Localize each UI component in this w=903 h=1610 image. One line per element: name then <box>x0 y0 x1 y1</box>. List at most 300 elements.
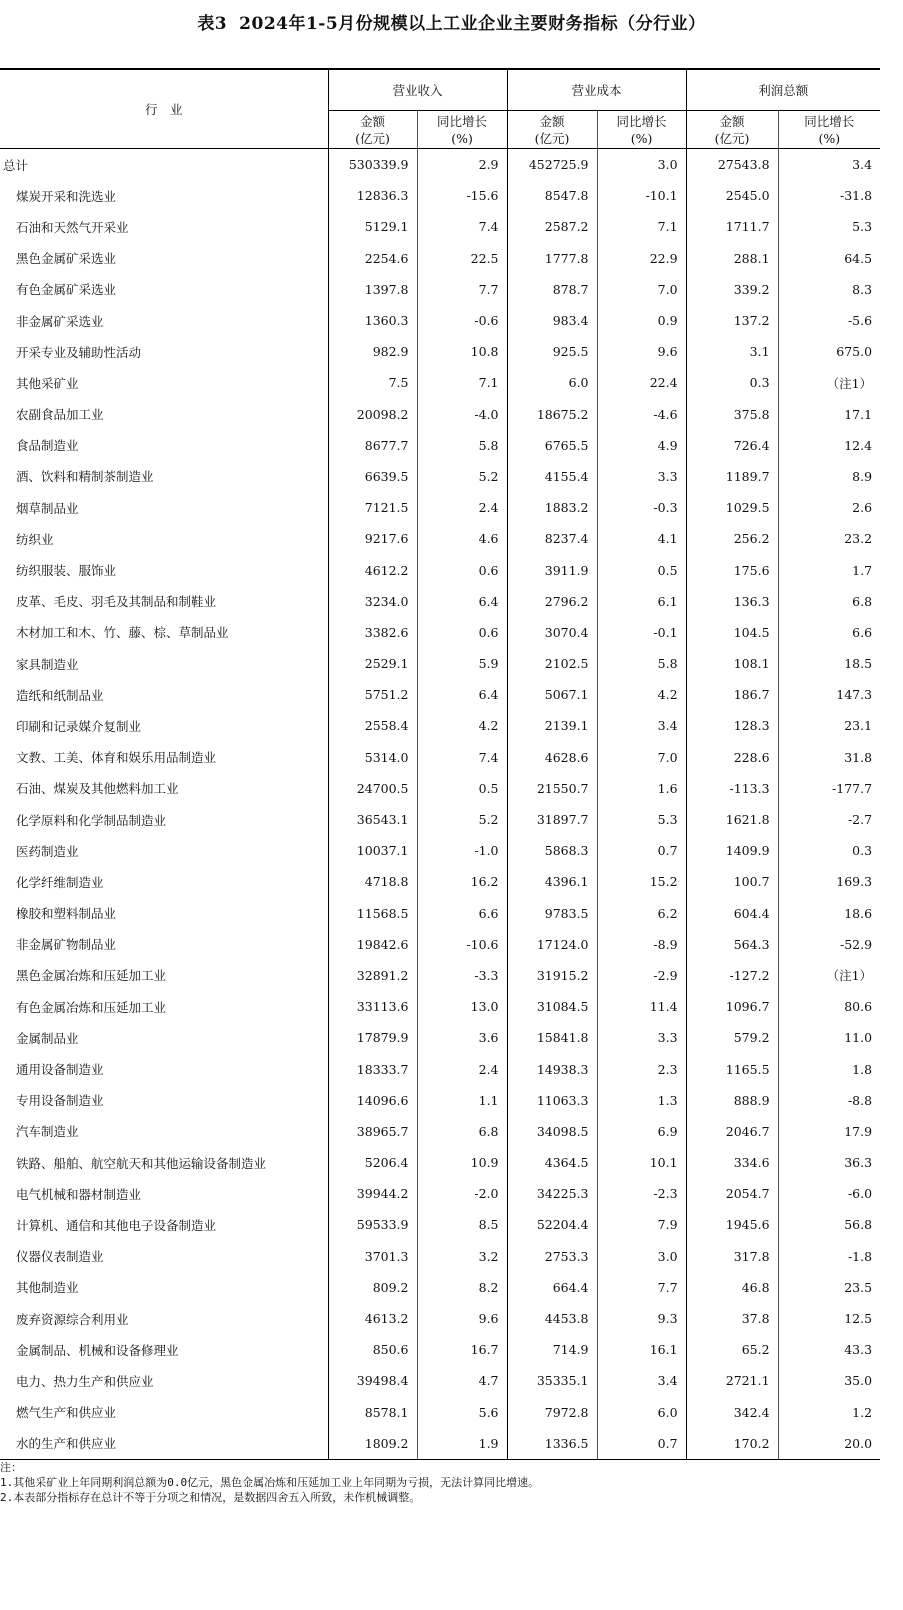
table-cell: 1189.7 <box>686 461 778 492</box>
table-cell: 0.7 <box>597 1428 686 1460</box>
table-cell: （注1） <box>778 367 880 398</box>
industry-name: 废弃资源综合利用业 <box>0 1303 328 1334</box>
table-cell: 6.4 <box>417 586 507 617</box>
table-cell: 27543.8 <box>686 149 778 181</box>
table-cell: 0.6 <box>417 554 507 585</box>
table-row <box>0 866 880 897</box>
table-cell: 15.2 <box>597 866 686 897</box>
table-cell: 3.3 <box>597 1022 686 1053</box>
footnotes <box>0 1460 539 1505</box>
table-cell: 9217.6 <box>364 531 409 547</box>
table-cell: 186.7 <box>686 679 778 710</box>
table-title <box>0 9 903 34</box>
industry-name: 非金属矿物制品业 <box>0 929 328 960</box>
table-cell: -4.6 <box>597 399 686 430</box>
table-cell: -0.1 <box>597 617 686 648</box>
table-cell: 18333.7 <box>356 1061 409 1077</box>
table-cell: 1809.2 <box>328 1428 417 1460</box>
table-row <box>0 1334 880 1365</box>
industry-name: 烟草制品业 <box>0 492 328 523</box>
table-cell: 18675.2 <box>507 399 597 430</box>
industry-name: 总计 <box>0 149 328 181</box>
sub-header-revenue-growth <box>417 111 507 149</box>
table-cell: -52.9 <box>778 929 880 960</box>
table-cell: 9.6 <box>597 336 686 367</box>
table-row <box>0 1428 880 1460</box>
table-cell: -8.9 <box>597 929 686 960</box>
table-row <box>0 1022 880 1053</box>
table-cell: 714.9 <box>507 1334 597 1365</box>
table-cell: 3911.9 <box>507 554 597 585</box>
table-title-text: 2024年1-5月份规模以上工业企业主要财务指标（分行业） <box>239 14 706 34</box>
industry-name: 农副食品加工业 <box>0 399 328 430</box>
table-cell: 3.0 <box>597 149 686 181</box>
table-row <box>0 1085 880 1116</box>
table-cell: -0.3 <box>597 492 686 523</box>
sub-header-text: 金额 (亿元) <box>534 113 570 146</box>
table-cell: 37.8 <box>686 1303 778 1334</box>
table-cell: 0.5 <box>597 554 686 585</box>
table-cell: 664.4 <box>507 1272 597 1303</box>
table-cell: 850.6 <box>372 1342 409 1358</box>
industry-name: 通用设备制造业 <box>0 1053 328 1084</box>
table-row <box>0 336 880 367</box>
table-cell: -2.0 <box>417 1178 507 1209</box>
table-row <box>0 742 880 773</box>
table-number: 表3 <box>197 14 228 34</box>
sub-header-text: 同比增长 (%) <box>616 113 667 146</box>
table-cell: 22.4 <box>597 367 686 398</box>
table-cell: 2054.7 <box>686 1178 778 1209</box>
industry-name: 纺织业 <box>0 523 328 554</box>
sub-header-text: 同比增长 (%) <box>437 113 488 146</box>
table-cell: 6.4 <box>417 679 507 710</box>
table-cell: 7.7 <box>597 1272 686 1303</box>
table-cell: -15.6 <box>417 180 507 211</box>
table-cell: 17879.9 <box>356 1030 409 1046</box>
table-cell: 6.1 <box>597 586 686 617</box>
table-cell: 3.1 <box>686 336 778 367</box>
table-cell: 11063.3 <box>507 1085 597 1116</box>
industry-name: 专用设备制造业 <box>0 1085 328 1116</box>
table-cell: 1.7 <box>778 554 880 585</box>
table-cell: 4.7 <box>417 1365 507 1396</box>
footnote-2: 2.本表部分指标存在总计不等于分项之和情况，是数据四舍五入所致，未作机械调整。 <box>0 1491 421 1504</box>
table-cell: 64.5 <box>778 243 880 274</box>
table-cell: 175.6 <box>686 554 778 585</box>
table-cell: 4.2 <box>417 710 507 741</box>
table-cell: -127.2 <box>686 960 778 991</box>
table-cell: 4.6 <box>417 523 507 554</box>
industry-name: 化学原料和化学制品制造业 <box>0 804 328 835</box>
table-cell: 59533.9 <box>356 1217 409 1233</box>
table-cell: 5067.1 <box>507 679 597 710</box>
table-cell: 3.4 <box>778 149 880 181</box>
industry-name: 有色金属冶炼和压延加工业 <box>0 991 328 1022</box>
industry-name: 化学纤维制造业 <box>0 866 328 897</box>
table-cell: 2753.3 <box>507 1241 597 1272</box>
table-cell: 6639.5 <box>364 468 409 484</box>
table-cell: 3070.4 <box>507 617 597 648</box>
industry-name: 其他制造业 <box>0 1272 328 1303</box>
table-cell: 18.6 <box>778 898 880 929</box>
table-cell: 8.3 <box>778 274 880 305</box>
footnote-1: 1.其他采矿业上年同期利润总额为0.0亿元，黑色金属冶炼和压延加工业上年同期为亏损，无法计算同比增速。 <box>0 1476 540 1489</box>
table-cell: 1397.8 <box>364 281 409 297</box>
table-cell: 4612.2 <box>364 562 409 578</box>
table-cell: 1.2 <box>778 1397 880 1428</box>
table-cell: 982.9 <box>372 344 409 360</box>
table-cell: 20.0 <box>778 1428 880 1460</box>
table-cell: -2.3 <box>597 1178 686 1209</box>
table-cell: 128.3 <box>686 710 778 741</box>
table-cell: 1883.2 <box>507 492 597 523</box>
table-cell: 925.5 <box>507 336 597 367</box>
industry-name: 金属制品业 <box>0 1022 328 1053</box>
table-row <box>0 305 880 336</box>
table-row <box>0 243 880 274</box>
table-cell: 1.3 <box>597 1085 686 1116</box>
industry-name: 铁路、船舶、航空航天和其他运输设备制造业 <box>0 1147 328 1178</box>
table-cell: 39944.2 <box>356 1186 409 1202</box>
table-cell: 11568.5 <box>356 905 409 921</box>
table-cell: 34225.3 <box>507 1178 597 1209</box>
table-cell: 9.3 <box>597 1303 686 1334</box>
industry-name: 金属制品、机械和设备修理业 <box>0 1334 328 1365</box>
industry-name: 计算机、通信和其他电子设备制造业 <box>0 1209 328 1240</box>
industry-name: 汽车制造业 <box>0 1116 328 1147</box>
table-cell: 8.5 <box>417 1209 507 1240</box>
table-cell: 0.3 <box>686 367 778 398</box>
table-cell: 10037.1 <box>356 843 409 859</box>
industry-name: 其他采矿业 <box>0 367 328 398</box>
table-cell: 7.5 <box>388 375 409 391</box>
table-cell: 3.6 <box>417 1022 507 1053</box>
table-row <box>0 1303 880 1334</box>
table-cell: 31915.2 <box>507 960 597 991</box>
table-cell: 2046.7 <box>686 1116 778 1147</box>
sub-header-text: 同比增长 (%) <box>804 113 855 146</box>
table-row <box>0 211 880 242</box>
table-cell: 2.4 <box>417 1053 507 1084</box>
table-cell: 4.9 <box>597 430 686 461</box>
industry-name: 黑色金属矿采选业 <box>0 243 328 274</box>
table-cell: 317.8 <box>686 1241 778 1272</box>
table-cell: 16.1 <box>597 1334 686 1365</box>
table-cell: 5314.0 <box>364 749 409 765</box>
table-row <box>0 1053 880 1084</box>
table-cell: 5.9 <box>417 648 507 679</box>
table-cell: -4.0 <box>417 399 507 430</box>
table-cell: 12.4 <box>778 430 880 461</box>
table-cell: 8578.1 <box>364 1404 409 1420</box>
table-cell: 2529.1 <box>364 656 409 672</box>
table-cell: 17124.0 <box>507 929 597 960</box>
table-cell: 31.8 <box>778 742 880 773</box>
table-cell: 7.9 <box>597 1209 686 1240</box>
table-row <box>0 898 880 929</box>
industry-name: 文教、工美、体育和娱乐用品制造业 <box>0 742 328 773</box>
table-cell: 35.0 <box>778 1365 880 1396</box>
table-cell: 31897.7 <box>507 804 597 835</box>
industry-name: 电气机械和器材制造业 <box>0 1178 328 1209</box>
table-cell: -6.0 <box>778 1178 880 1209</box>
table-cell: 5.8 <box>417 430 507 461</box>
table-cell: 4718.8 <box>364 874 409 890</box>
table-cell: 2102.5 <box>507 648 597 679</box>
table-cell: 726.4 <box>686 430 778 461</box>
table-cell: 52204.4 <box>507 1209 597 1240</box>
table-cell: 1.6 <box>597 773 686 804</box>
table-cell: 43.3 <box>778 1334 880 1365</box>
table-cell: 3.3 <box>597 461 686 492</box>
table-row <box>0 679 880 710</box>
table-cell: -113.3 <box>686 773 778 804</box>
table-cell: 17.1 <box>778 399 880 430</box>
table-cell: 9783.5 <box>507 898 597 929</box>
industry-name: 燃气生产和供应业 <box>0 1397 328 1428</box>
group-header-revenue: 营业收入 <box>328 69 507 111</box>
table-cell: 2545.0 <box>686 180 778 211</box>
table-cell: 147.3 <box>778 679 880 710</box>
industry-name: 煤炭开采和洗选业 <box>0 180 328 211</box>
industry-column-header: 行 业 <box>0 69 328 149</box>
industry-name: 仪器仪表制造业 <box>0 1241 328 1272</box>
table-cell: 0.5 <box>417 773 507 804</box>
table-cell: 8547.8 <box>507 180 597 211</box>
table-row <box>0 430 880 461</box>
table-body <box>0 149 880 1460</box>
table-cell: 170.2 <box>686 1428 778 1460</box>
sub-header-profit-growth <box>778 111 880 149</box>
table-cell: 2254.6 <box>364 250 409 266</box>
table-cell: 21550.7 <box>507 773 597 804</box>
table-cell: 1165.5 <box>686 1053 778 1084</box>
table-cell: 2.4 <box>417 492 507 523</box>
table-cell: 1.1 <box>417 1085 507 1116</box>
table-cell: 7.1 <box>417 367 507 398</box>
table-cell: 65.2 <box>686 1334 778 1365</box>
industry-name: 电力、热力生产和供应业 <box>0 1365 328 1396</box>
table-cell: 4364.5 <box>507 1147 597 1178</box>
table-cell: 7.1 <box>597 211 686 242</box>
table-cell: 2.9 <box>417 149 507 181</box>
table-cell: 809.2 <box>372 1279 409 1295</box>
table-row <box>0 180 880 211</box>
industry-name: 纺织服装、服饰业 <box>0 554 328 585</box>
table-cell: 3.4 <box>597 710 686 741</box>
table-cell: -2.7 <box>778 804 880 835</box>
table-row <box>0 1147 880 1178</box>
table-cell: 6.6 <box>778 617 880 648</box>
table-cell: 14096.6 <box>356 1092 409 1108</box>
industry-name: 造纸和纸制品业 <box>0 679 328 710</box>
table-cell: 23.2 <box>778 523 880 554</box>
table-cell: 13.0 <box>417 991 507 1022</box>
table-row <box>0 617 880 648</box>
table-cell: 7.0 <box>597 274 686 305</box>
table-row <box>0 1272 880 1303</box>
table-cell: -1.0 <box>417 835 507 866</box>
table-cell: 0.6 <box>417 617 507 648</box>
table-cell: 2587.2 <box>507 211 597 242</box>
table-cell: 604.4 <box>686 898 778 929</box>
table-row <box>0 835 880 866</box>
table-cell: -177.7 <box>778 773 880 804</box>
table-cell: 10.1 <box>597 1147 686 1178</box>
table-cell: -31.8 <box>778 180 880 211</box>
table-cell: 46.8 <box>686 1272 778 1303</box>
table-cell: 7121.5 <box>364 500 409 516</box>
industry-name: 橡胶和塑料制品业 <box>0 898 328 929</box>
table-row <box>0 1209 880 1240</box>
table-cell: 2.6 <box>778 492 880 523</box>
table-cell: 137.2 <box>686 305 778 336</box>
industry-name: 家具制造业 <box>0 648 328 679</box>
table-cell: 11.0 <box>778 1022 880 1053</box>
group-header-profit: 利润总额 <box>686 69 880 111</box>
table-cell: 22.9 <box>597 243 686 274</box>
table-cell: 4155.4 <box>507 461 597 492</box>
table-row <box>0 523 880 554</box>
table-cell: （注1） <box>778 960 880 991</box>
table-row <box>0 492 880 523</box>
table-cell: -3.3 <box>417 960 507 991</box>
industry-name: 酒、饮料和精制茶制造业 <box>0 461 328 492</box>
table-cell: 2558.4 <box>364 718 409 734</box>
table-cell: 5.8 <box>597 648 686 679</box>
table-cell: 6.8 <box>417 1116 507 1147</box>
table-cell: 375.8 <box>686 399 778 430</box>
table-row <box>0 1365 880 1396</box>
table-cell: 1096.7 <box>686 991 778 1022</box>
table-cell: 136.3 <box>686 586 778 617</box>
sub-header-text: 金额 (亿元) <box>355 113 390 146</box>
table-cell: 1.9 <box>417 1428 507 1460</box>
table-cell: 18.5 <box>778 648 880 679</box>
table-row <box>0 1241 880 1272</box>
table-cell: 579.2 <box>686 1022 778 1053</box>
table-cell: 5868.3 <box>507 835 597 866</box>
sub-header-profit-amount <box>686 111 778 149</box>
table-cell: 530339.9 <box>348 157 409 173</box>
table-cell: 104.5 <box>686 617 778 648</box>
table-cell: 14938.3 <box>507 1053 597 1084</box>
table-cell: 983.4 <box>507 305 597 336</box>
table-cell: -2.9 <box>597 960 686 991</box>
sub-header-text: 金额 (亿元) <box>714 113 750 146</box>
table-cell: 256.2 <box>686 523 778 554</box>
table-cell: 15841.8 <box>507 1022 597 1053</box>
table-cell: 2796.2 <box>507 586 597 617</box>
table-cell: 5129.1 <box>364 219 409 235</box>
table-row <box>0 274 880 305</box>
table-row <box>0 367 880 398</box>
table-cell: 288.1 <box>686 243 778 274</box>
table-cell: 169.3 <box>778 866 880 897</box>
table-cell: 7972.8 <box>507 1397 597 1428</box>
table-cell: -0.6 <box>417 305 507 336</box>
table-cell: 0.7 <box>597 835 686 866</box>
industry-name: 有色金属矿采选业 <box>0 274 328 305</box>
table-cell: 5.6 <box>417 1397 507 1428</box>
table-cell: 3.2 <box>417 1241 507 1272</box>
table-row <box>0 1178 880 1209</box>
table-cell: -10.6 <box>417 929 507 960</box>
table-cell: 452725.9 <box>507 149 597 181</box>
table-cell: 5.2 <box>417 804 507 835</box>
table-cell: 4.2 <box>597 679 686 710</box>
table-cell: 4453.8 <box>507 1303 597 1334</box>
table-cell: 6.0 <box>507 367 597 398</box>
table-cell: 31084.5 <box>507 991 597 1022</box>
table-row <box>0 991 880 1022</box>
table-cell: 2.3 <box>597 1053 686 1084</box>
table-cell: 1409.9 <box>686 835 778 866</box>
table-cell: 4613.2 <box>364 1311 409 1327</box>
sub-header-revenue-amount <box>328 111 417 149</box>
table-row <box>0 804 880 835</box>
table-cell: 8237.4 <box>507 523 597 554</box>
table-cell: 3382.6 <box>364 624 409 640</box>
table-cell: 6765.5 <box>507 430 597 461</box>
industry-name: 石油和天然气开采业 <box>0 211 328 242</box>
table-cell: 878.7 <box>507 274 597 305</box>
table-cell: -8.8 <box>778 1085 880 1116</box>
table-cell: 0.3 <box>778 835 880 866</box>
table-cell: 5206.4 <box>364 1155 409 1171</box>
table-cell: 16.2 <box>417 866 507 897</box>
table-cell: 5.3 <box>778 211 880 242</box>
table-cell: 5.2 <box>417 461 507 492</box>
table-cell: 24700.5 <box>356 780 409 796</box>
table-cell: 1777.8 <box>507 243 597 274</box>
table-cell: -1.8 <box>778 1241 880 1272</box>
table-cell: 34098.5 <box>507 1116 597 1147</box>
table-row <box>0 773 880 804</box>
table-cell: 12836.3 <box>356 188 409 204</box>
table-cell: 32891.2 <box>356 967 409 983</box>
table-cell: 4.1 <box>597 523 686 554</box>
table-row <box>0 149 880 181</box>
table-cell: 334.6 <box>686 1147 778 1178</box>
table-cell: 4628.6 <box>507 742 597 773</box>
table-cell: 1621.8 <box>686 804 778 835</box>
industry-name: 水的生产和供应业 <box>0 1428 328 1460</box>
table-cell: 22.5 <box>417 243 507 274</box>
table-cell: 0.9 <box>597 305 686 336</box>
table-cell: 12.5 <box>778 1303 880 1334</box>
industry-name: 医药制造业 <box>0 835 328 866</box>
table-cell: 1945.6 <box>686 1209 778 1240</box>
table-row <box>0 461 880 492</box>
table-cell: 23.5 <box>778 1272 880 1303</box>
table-row <box>0 1116 880 1147</box>
table-cell: 342.4 <box>686 1397 778 1428</box>
table-cell: 2721.1 <box>686 1365 778 1396</box>
industry-name: 非金属矿采选业 <box>0 305 328 336</box>
table-cell: 1.8 <box>778 1053 880 1084</box>
table-cell: 38965.7 <box>356 1123 409 1139</box>
table-cell: 888.9 <box>686 1085 778 1116</box>
table-row <box>0 960 880 991</box>
industry-name: 印刷和记录媒介复制业 <box>0 710 328 741</box>
table-cell: 1029.5 <box>686 492 778 523</box>
industry-name: 食品制造业 <box>0 430 328 461</box>
table-cell: 33113.6 <box>356 999 409 1015</box>
table-cell: 1360.3 <box>364 313 409 329</box>
table-cell: 17.9 <box>778 1116 880 1147</box>
